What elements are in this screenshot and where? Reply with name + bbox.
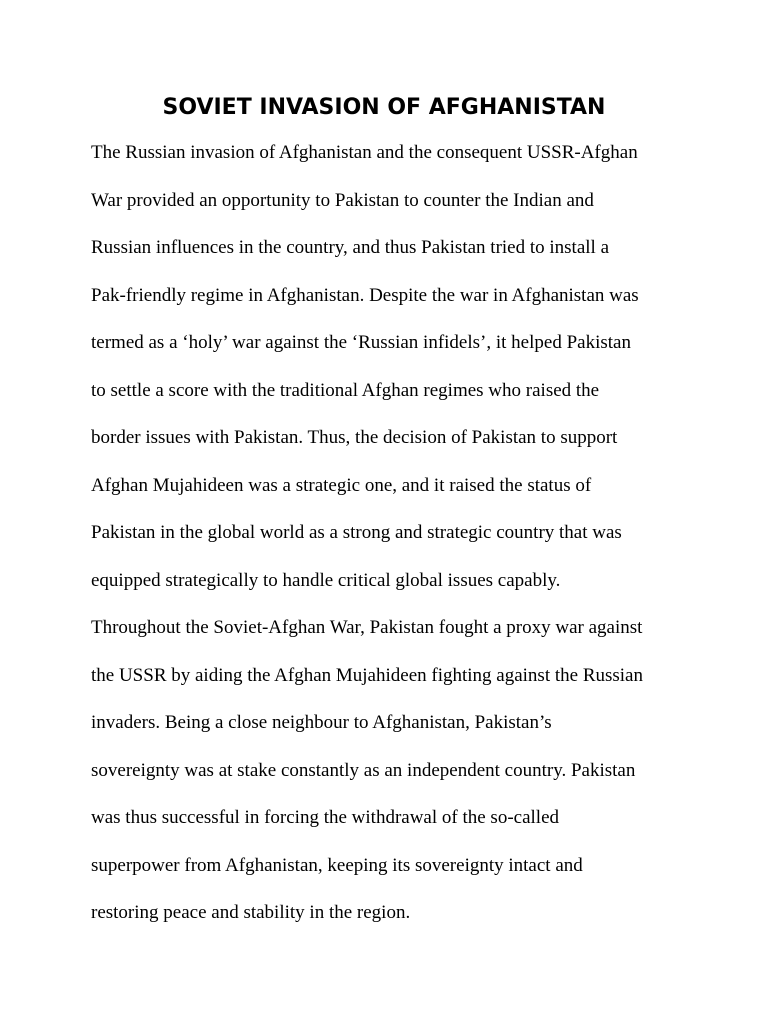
text-line: equipped strategically to handle critical global issues capably. [91, 569, 561, 591]
text-line: termed as a ‘holy’ war against the ‘Russian infidels’, it helped Pakistan [91, 332, 631, 353]
text-line: restoring peace and stability in the region. [91, 902, 411, 923]
text-line: War provided an opportunity to Pakistan to counter the Indian and [91, 189, 594, 211]
text-line: superpower from Afghanistan, keeping its sovereignty intact and [91, 854, 583, 876]
text-line: Russian influences in the country, and thus Pakistan tried to install a [91, 237, 610, 258]
text-line: border issues with Pakistan. Thus, the decision of Pakistan to support [91, 427, 618, 448]
text-line: the USSR by aiding the Afghan Mujahideen fighting against the Russian [91, 664, 643, 686]
text-line: sovereignty was at stake constantly as an independent country. Pakistan [91, 759, 636, 781]
text-line: invaders. Being a close neighbour to Afghanistan, Pakistan’s [91, 712, 552, 733]
text-line: was thus successful in forcing the withdrawal of the so-called [91, 807, 560, 828]
text-line: Afghan Mujahideen was a strategic one, and it raised the status of [91, 474, 592, 496]
text-line: The Russian invasion of Afghanistan and the consequent USSR-Afghan [91, 142, 638, 163]
body-paragraph [91, 136, 691, 944]
text-line: Pak-friendly regime in Afghanistan. Despite the war in Afghanistan was [91, 284, 639, 306]
text-line: to settle a score with the traditional Afghan regimes who raised the [91, 379, 600, 401]
document-title: SOVIET INVASION OF AFGHANISTAN [162, 95, 606, 120]
text-line: Pakistan in the global world as a strong and strategic country that was [91, 522, 622, 543]
text-line: Throughout the Soviet-Afghan War, Pakistan fought a proxy war against [91, 617, 643, 638]
